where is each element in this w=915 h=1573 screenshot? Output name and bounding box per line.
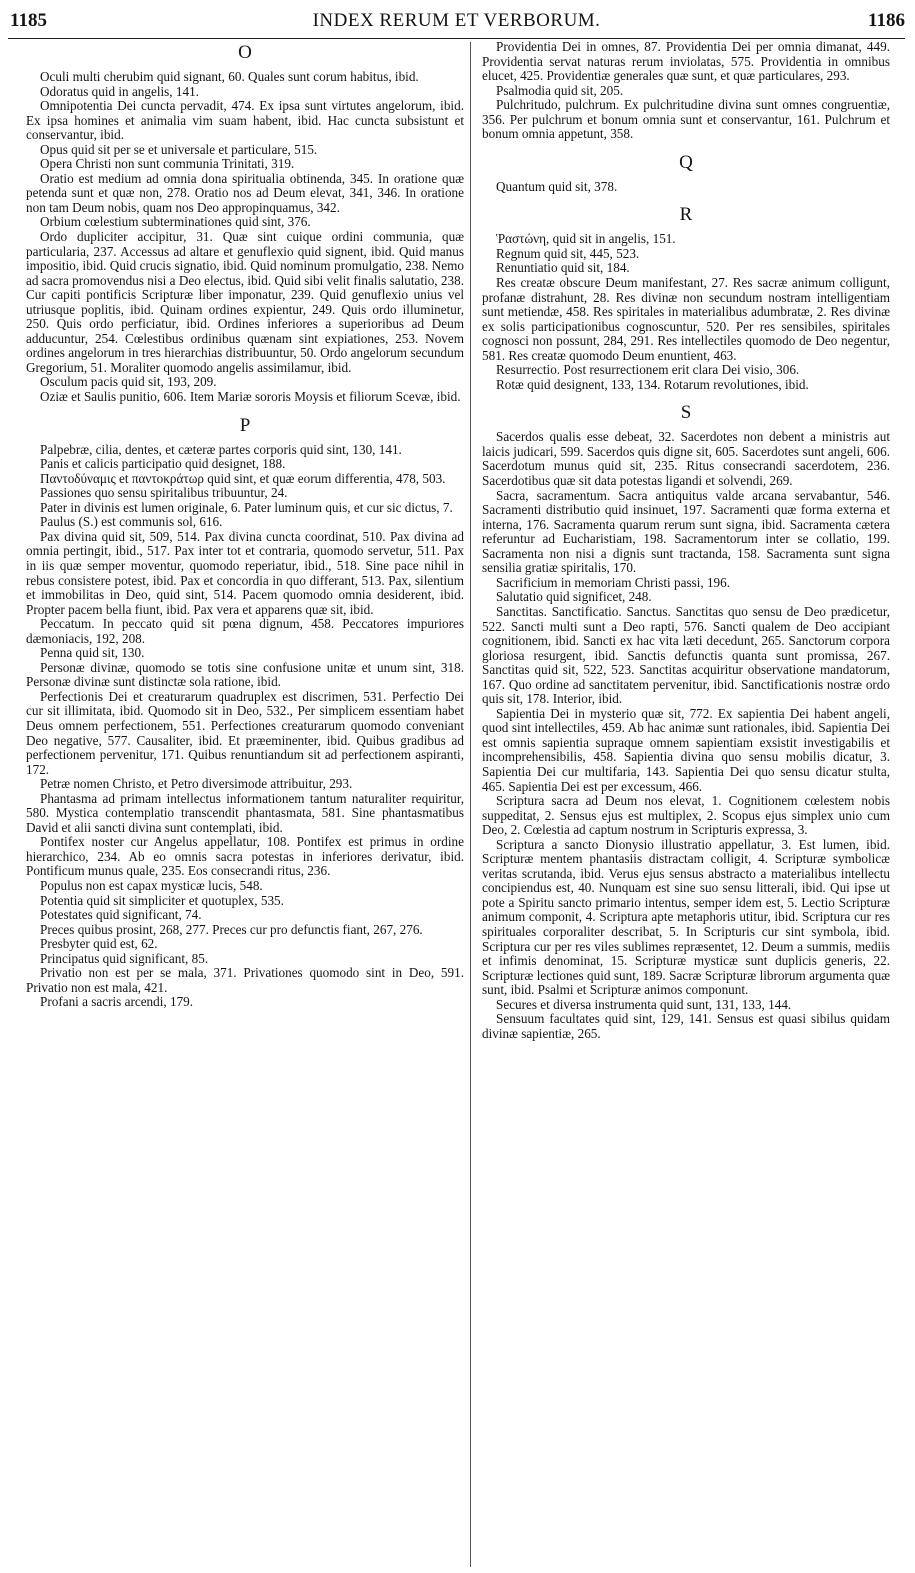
index-entry: Privatio non est per se mala, 371. Privationes quomodo sint in Deo, 591. Privatio non est mala, 421. [26,965,464,995]
index-entry: Pater in divinis est lumen originale, 6. Pater luminum quis, et cur sic dictus, 7. [40,499,453,515]
index-entry: Principatus quid significant, 85. [40,950,209,966]
index-entry: Secures et diversa instrumenta quid sunt, 131, 133, 144. [496,996,792,1012]
column-divider [470,42,471,1567]
section-s-entries [482,430,890,1041]
index-entry: Res creatæ obscure Deum manifestant, 27. Res sacræ animum colligunt, profanæ distrahunt, 28. Res divinæ non secundum nostram intelligentiam sunt metiendæ, 458. Res spiritales in materialibus adumbratæ, 2. Res divinæ ex solis participationibus cognoscuntur, 520. Per res sensibiles, spiritales cognosci non possunt, 284, 291. Res intellectiles quomodo de Deo negentur, 581. Res creatæ quomodo Deum enuntient, 463. [482,275,890,363]
index-entry: Ῥαστώνη, quid sit in angelis, 151. [496,231,676,247]
index-entry: Sensuum facultates quid sint, 129, 141. Sensus est quasi sibilus quidam divinæ sapientiæ, 265. [482,1011,890,1041]
index-entry: Pontifex noster cur Angelus appellatur, 108. Pontifex est primus in ordine hierarchico, 234. Ab eo omnis sacra potestas in inferiores derivatur, ibid. Pontificum munus quale, 235. Eos consecrandi ritus, 236. [26,834,464,879]
index-entry: Scriptura a sancto Dionysio illustratio appellatur, 3. Est lumen, ibid. Scripturæ mentem phantasiis distractam colligit, 4. Scripturæ symbolicæ veritas scrutanda, ibid. Verus ejus sensus abstracto a materialibus intellectu concipiendus est, 40. Nunquam est sine suo sensu litterali, ibid. Qui ipse ut pote a Spiritu sancto primario intentus, semper idem est, 5. Lectio Scripturæ animum componit, 4. Scriptura apte metaphoris utitur, ibid. Scriptura cur res spirituales corporaliter describat, 5. In Scripturis cur sint symbola, ibid. Scriptura cur per res viles sublimes repræsentet, 12. Deum a summis, mediis et infimis denominat, 15. Scripturæ mysticæ sunt duplicis generis, 22. Scripturæ lectiones quid sunt, 189. Sacræ Scripturæ librorum argumenta quæ sunt, ibid. Psalmi et Scripturæ animos componunt. [482,836,890,998]
section-letter-p: P [239,414,251,436]
index-entry: Resurrectio. Post resurrectionem erit clara Dei visio, 306. [496,362,800,378]
index-entry: Sapientia Dei in mysterio quæ sit, 772. Ex sapientia Dei habent angeli, quod sint intellectiles, 459. Ab hac animæ sunt rationales, ibid. Sapientia Dei est omnis sapientia supraque omnem sapientiam exsistit investigabilis et incomprehensibilis, 458. Sapientia divina quo sensu mobilis dicatur, 3. Sapientia Dei cur multifaria, 143. Sapientia Dei quo sensu dicatur stulta, 465. Sapientia Dei est per excessum, 466. [482,705,890,794]
index-entry: Odoratus quid in angelis, 141. [40,83,199,99]
index-entry: Penna quid sit, 130. [40,645,145,661]
section-spacer [482,194,890,204]
section-p-continued-entries [482,40,890,142]
index-entry: Passiones quo sensu spiritalibus tribuuntur, 24. [40,485,288,501]
index-entry: Providentia Dei in omnes, 87. Providentia Dei per omnia dimanat, 449. Providentia servat naturas rerum inviolatas, 575. Providentia in omnibus elucet, 425. Providentiæ generales quæ sunt, et quæ particulares, 293. [482,39,890,84]
index-entry: Renuntiatio quid sit, 184. [496,260,630,276]
index-entry: Paulus (S.) est communis sol, 616. [40,514,223,530]
running-title: INDEX RERUM ET VERBORUM. [312,10,601,31]
index-entry: Sacra, sacramentum. Sacra antiquitus valde arcana servabantur, 546. Sacramenti distributio quid insinuet, 197. Sacramenti quæ forma externa et interna, 176. Sacramenta quarum rerum sunt signa, ibid. Sacramenta cætera referuntur ad Eucharistiam, 198. Sacramentorum inter se collatio, 199. Sacramenta non nisi a dignis sunt tractanda, 158. Sacramenta sunt signa sensilia gratiæ spiritalis, 170. [482,487,890,576]
index-entry: Salutatio quid significet, 248. [496,589,652,605]
page-number-right: 1186 [868,10,905,31]
index-entry: Pulchritudo, pulchrum. Ex pulchritudine divina sunt omnes congruentiæ, 356. Per pulchrum et bonum omnia sunt et conservantur, 161. Pulchrum et bonum omnia appetunt, 358. [482,97,890,142]
section-o-entries [26,70,464,405]
page-header [8,6,905,34]
index-entry: Orbium cœlestium subterminationes quid sint, 376. [40,214,311,230]
index-entry: Opus quid sit per se et universale et particulare, 515. [40,141,318,157]
index-entry: Rotæ quid designent, 133, 134. Rotarum revolutiones, ibid. [496,376,809,392]
section-letter-r: R [679,204,693,226]
index-entry: Psalmodia quid sit, 205. [496,82,624,98]
index-entry: Potestates quid significant, 74. [40,907,202,923]
section-letter-q: Q [679,151,693,173]
section-letter-o: O [238,42,252,63]
section-q-entries [482,180,890,195]
index-entry: Perfectionis Dei et creaturarum quadruplex est discrimen, 531. Perfectio Dei cur sit illimitata, ibid. Quomodo sit in Deo, 532., Per simplicem essentiam habet Deus omnem perfectionem, 551. Perfectiones creaturarum quomodo conveniant Deo negative, 577. Causaliter, ibid. Et præeminenter, ibid. Quibus gradibus ad perfectionem pervenitur, 171. Quibus renuntiandum sit ad perfectionem aspiranti, 172. [26,688,464,777]
index-entry: Sacerdos qualis esse debeat, 32. Sacerdotes non debent a ministris aut laicis judicari, 599. Sacerdos quis digne sit, 605. Sacerdotes sunt angeli, 606. Sacerdotum munus quid sit, 235. Ritus consecrandi sacerdotem, 236. Sacerdotibus quæ sit data potestas ligandi et solvendi, 269. [482,429,890,489]
index-entry: Petræ nomen Christo, et Petro diversimode attribuitur, 293. [40,776,353,792]
index-entry: Potentia quid sit simpliciter et quotuplex, 535. [40,892,284,908]
index-entry: Oculi multi cherubim quid signant, 60. Quales sunt corum habitus, ibid. [40,69,419,84]
index-entry: Peccatum. In peccato quid sit pœna dignum, 458. Peccatores impuriores dæmoniacis, 192, 208. [26,616,464,646]
index-entry: Oziæ et Saulis punitio, 606. Item Mariæ sororis Moysis et filiorum Scevæ, ibid. [40,389,461,405]
index-entry: Phantasma ad primam intellectus informationem tantum naturaliter requiritur, 580. Mystica contemplatio transcendit phantasmata, 581. Sine phantasmatibus David et alii sancti divina sunt contemplati, ibid. [26,790,464,835]
index-entry: Osculum pacis quid sit, 193, 209. [40,374,217,390]
page-number-left: 1185 [10,10,47,31]
section-letter-s: S [680,402,692,424]
index-entry: Παντοδύναμις et παντοκράτωρ quid sint, et quæ eorum differentia, 478, 503. [40,470,446,486]
section-p-entries [26,443,464,1010]
right-column [482,40,890,1041]
index-entry: Opera Christi non sunt communia Trinitati, 319. [40,156,295,172]
index-entry: Profani a sacris arcendi, 179. [40,994,194,1010]
left-column [26,40,464,1010]
index-entry: Omnipotentia Dei cuncta pervadit, 474. Ex ipsa sunt virtutes angelorum, ibid. Ex ipsa homines et animalia vim suam habent, ibid. Hac cuncta subsistunt et conservantur, ibid. [26,98,464,143]
index-entry: Preces quibus prosint, 268, 277. Preces cur pro defunctis fiant, 267, 276. [40,921,423,937]
index-entry: Presbyter quid est, 62. [40,936,158,952]
index-entry: Populus non est capax mysticæ lucis, 548. [40,877,263,893]
index-entry: Ordo dupliciter accipitur, 31. Quæ sint cuique ordini communia, quæ particularia, 237. Accessus ad altare et genuflexio quid signent, ibid. Quid manus impositio, ibid. Quid crucis signatio, ibid. Quid nominum promulgatio, 238. Nemo ad sacra promovendus nisi a Deo electus, ibid. Quid sibi velit finalis salutatio, 238. Cur capiti pontificis Scripturæ liber imponatur, 239. Quid genuflexio unius vel utriusque poplitis, ibid. Quinam ordines expientur, 249. Quis ordo illuminetur, 250. Quis ordo perficiatur, ibid. Ordines inferiores a superioribus ad Deum adducuntur, 254. Cœlestibus ordinibus quænam sint expiationes, 253. Novem ordines angelorum in tres hierarchias distribuuntur, 50. Ordo angelorum secundum Gregorium, 51. Moraliter quomodo angelis assimilamur, ibid. [26,229,464,375]
index-entry: Sacrificium in memoriam Christi passi, 196. [496,574,731,590]
section-spacer [482,392,890,402]
index-entry: Pax divina quid sit, 509, 514. Pax divina cuncta coordinat, 510. Pax divina ad omnia pertingit, ibid., 517. Pax inter tot et contraria, quomodo servetur, 511. Pax in iis quæ semper moventur, quomodo reperiatur, ibid., 518. Sine pace nihil in rebus consistere potest, ibid. Pax et concordia in quo differant, 513. Pax, silentium et immobilitas in Deo, quid sint, 514. Pacem quomodo omnia desiderent, ibid. Propter pacem bella fiunt, ibid. Pax vera et apparens quæ sit, ibid. [26,528,464,617]
index-entry: Personæ divinæ, quomodo se totis sine confusione unitæ et unum sint, 318. Personæ divinæ sunt distinctæ sola ratione, ibid. [26,659,464,690]
section-spacer [482,142,890,152]
section-spacer [26,405,464,415]
index-entry: Sanctitas. Sanctificatio. Sanctus. Sanctitas quo sensu de Deo prædicetur, 522. Sancti multi sunt a Deo rapti, 576. Sancti qualem de Deo accipiant cognitionem, ibid. Sancti ex hac vita læti decedunt, 265. Sanctorum corpora gloriosa resurgent, ibid. Sanctis defunctis quanta sunt promissa, 267. Sanctitas quid sit, 522, 523. Sanctitas acquiritur observatione mandatorum, 167. Quo ordine ad sanctitatem pervenitur, ibid. Sanctificationis nostræ ordo quis sit, 178. Interior, ibid. [482,603,890,707]
index-entry: Scriptura sacra ad Deum nos elevat, 1. Cognitionem cœlestem nobis suppeditat, 2. Sensus ejus est multiplex, 2. Scopus ejus simplex unio cum Deo, 2. Cœlestia ad captum nostrum in Scripturis expressa, 3. [482,793,890,838]
index-entry: Palpebræ, cilia, dentes, et cæteræ partes corporis quid sint, 130, 141. [40,441,402,457]
section-r-entries [482,232,890,392]
index-entry: Oratio est medium ad omnia dona spiritualia obtinenda, 345. In oratione quæ petenda sunt et quæ non, 278. Oratio nos ad Deum elevat, 341, 346. In oratione non tam Deum nobis, quam nos Deo appropinquamus, 342. [26,170,464,215]
index-entry: Quantum quid sit, 378. [496,178,618,194]
index-entry: Regnum quid sit, 445, 523. [496,245,640,261]
index-entry: Panis et calicis participatio quid designet, 188. [40,456,286,472]
